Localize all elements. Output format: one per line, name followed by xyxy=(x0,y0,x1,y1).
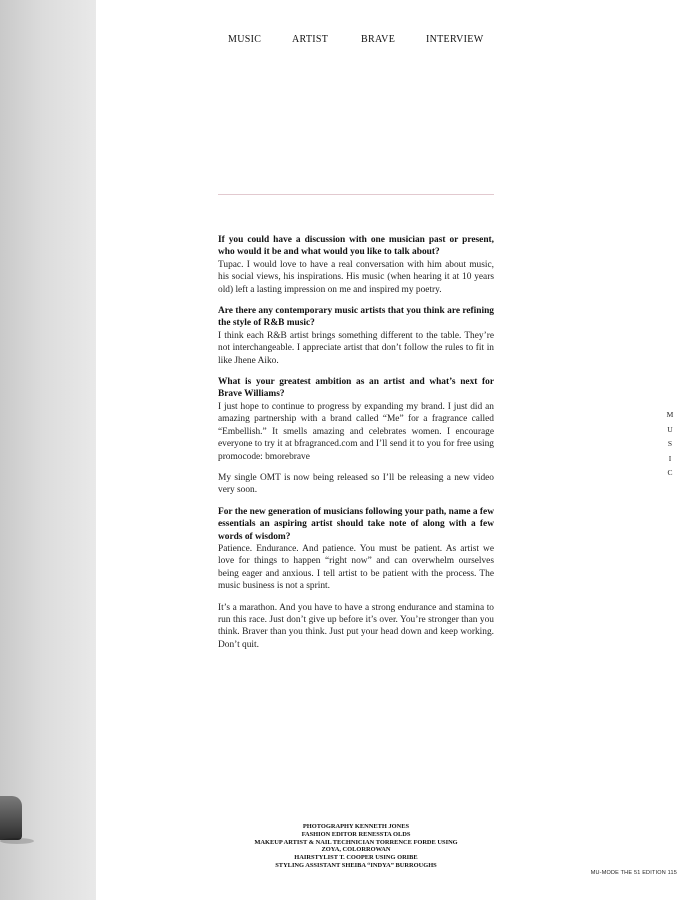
page-folio: MU-MODE THE 51 EDITION 115 xyxy=(590,870,677,876)
credit-line: ZOYA, COLORROWAN xyxy=(321,846,391,854)
nav-item-brave[interactable]: BRAVE xyxy=(361,34,396,45)
answer-text: It’s a marathon. And you have to have a strong endurance and stamina to run this race. Just don’t give up before it’s over. You’re stronger than you think. Braver than you think. Just put your head down and keep working. Don’t quit. xyxy=(218,602,494,650)
side-label-letter: C xyxy=(667,468,673,477)
credit-line: MAKEUP ARTIST & NAIL TECHNICIAN TORRENCE FORDE USING xyxy=(254,838,458,846)
question-text: What is your greatest ambition as an artist and what’s next for Brave Williams? xyxy=(218,377,494,400)
credit-line: HAIRSTYLIST T. COOPER USING ORIBE xyxy=(294,854,418,862)
question-text: For the new generation of musicians following your path, name a few essentials an aspiring artist should take note of along with a few words of wisdom? xyxy=(218,506,494,542)
question-text: If you could have a discussion with one musician past or present, who would it be and what would you like to talk about? xyxy=(218,235,494,258)
qa-block xyxy=(218,305,494,367)
answer-text: Tupac. I would love to have a real conversation with him about music, his social views, his inspirations. His music (when hearing it at 10 years old) left a lasting impression on me and inspired my poetry. xyxy=(218,259,494,295)
shoe-shadow xyxy=(0,838,34,844)
side-label-letter: U xyxy=(667,424,673,434)
photo-credits xyxy=(226,823,486,870)
cover-photo-strip xyxy=(0,0,96,900)
qa-block xyxy=(218,602,494,652)
qa-block xyxy=(218,506,494,593)
section-divider xyxy=(218,194,494,195)
qa-block xyxy=(218,376,494,463)
credit-line: PHOTOGRAPHY KENNETH JONES xyxy=(302,823,410,830)
answer-text: I think each R&B artist brings something different to the table. They’re not interchangeable. I appreciate artist that don’t follow the rules to fit in like Jhene Aiko. xyxy=(218,330,494,366)
side-label-letter: I xyxy=(668,453,672,463)
qa-block xyxy=(218,472,494,497)
section-nav xyxy=(228,34,528,48)
side-section-label xyxy=(664,408,676,481)
answer-text: My single OMT is now being released so I’ll be releasing a new video very soon. xyxy=(218,472,494,496)
nav-item-interview[interactable]: INTERVIEW xyxy=(426,34,484,45)
answer-text: Patience. Endurance. And patience. You must be patient. As artist we love for things to happen “right now” and can overwhelm ourselves being eager and anxious. I tell artist to be patient with the process. The music business is not a sprint. xyxy=(218,543,494,592)
question-text: Are there any contemporary music artists that you think are refining the style of R&B music? xyxy=(218,306,494,329)
nav-item-music[interactable]: MUSIC xyxy=(228,34,262,45)
credit-line: STYLING ASSISTANT SHEIBA “INDYA” BURROUGHS xyxy=(275,861,437,869)
shoe-image xyxy=(0,796,22,840)
side-label-letter: S xyxy=(667,439,673,448)
qa-block xyxy=(218,234,494,296)
credit-line: FASHION EDITOR RENESSTA OLDS xyxy=(301,830,411,838)
side-label-letter: M xyxy=(666,410,674,419)
nav-item-artist[interactable]: ARTIST xyxy=(292,34,329,45)
answer-text: I just hope to continue to progress by expanding my brand. I just did an amazing partnership with a brand called “Me” for a fragrance called “Embellish.” It smells amazing and celebrates women. I encourage everyone to try it at bfragranced.com and I’ll send it to you for free using promocode: bmorebrave xyxy=(218,401,494,462)
interview-article xyxy=(218,234,494,660)
